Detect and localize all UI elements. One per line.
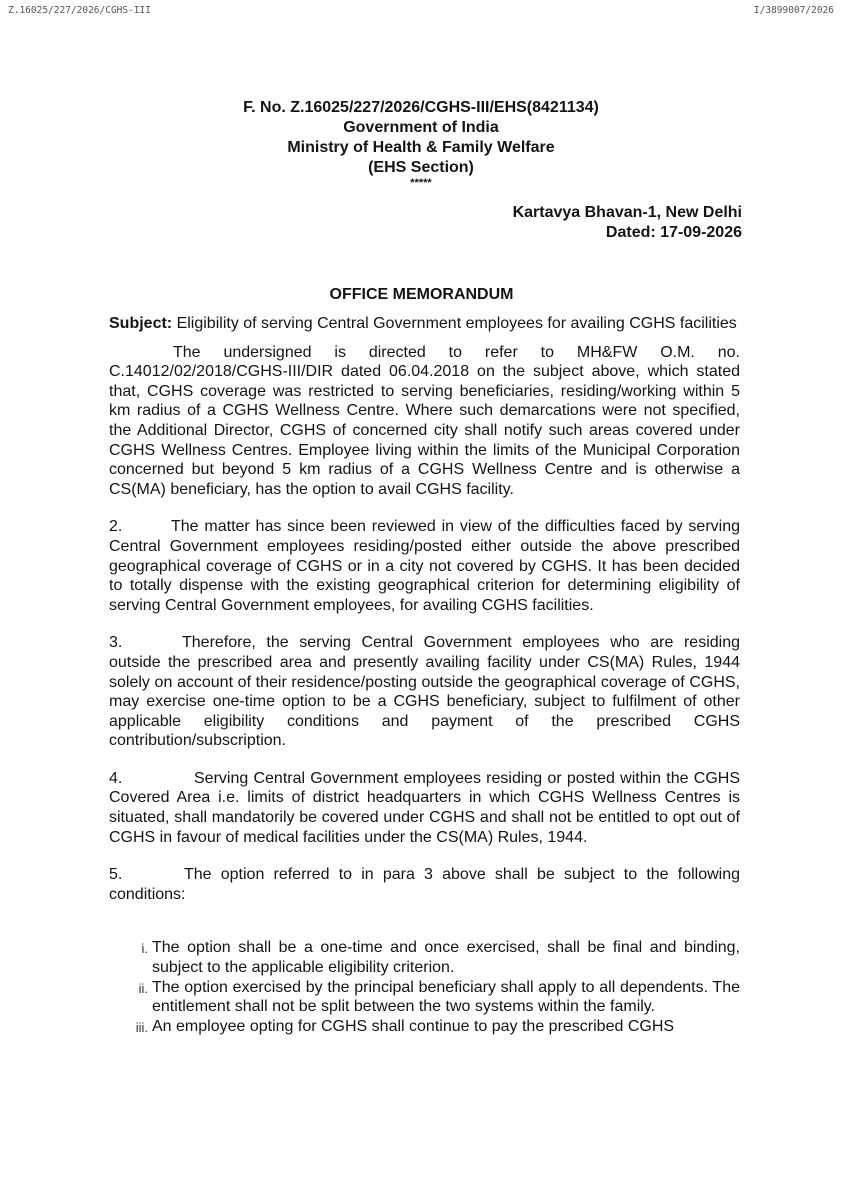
paragraph-number: 3. (109, 634, 123, 652)
paragraph-text: Serving Central Government employees residing or posted within the CGHS Covered Area i.e. limits of district headquarters in which CGHS Wellness Centres is situated, shall mandatorily be covered under CGHS and shall not be entitled to opt out of CGHS in favour of medical facilities under the CS(MA) Rules, 1944. (109, 769, 740, 846)
paragraph-number: 2. (109, 518, 123, 536)
condition-text: The option exercised by the principal beneficiary shall apply to all dependents. The entitlement shall not be split between the two systems within the family. (152, 978, 740, 1016)
government-name: Government of India (343, 119, 499, 136)
paragraph-text: The undersigned is directed to refer to MH&FW O.M. no. C.14012/02/2018/CGHS-III/DIR dated 06.04.2018 on the subject above, which stated that, CGHS coverage was restricted to serving beneficiaries, residing/working within 5 km radius of a CGHS Wellness Centre. Where such demarcations were not specified, the Additional Director, CGHS of concerned city shall notify such areas covered under CGHS Wellness Centres. Employee living within the limits of the Municipal Corporation concerned but beyond 5 km radius of a CGHS Wellness Centre and is otherwise a CS(MA) beneficiary, has the option to avail CGHS facility. (109, 343, 740, 498)
place-and-date (513, 203, 742, 243)
receipt-number: I/3899007/2026 (753, 5, 834, 16)
condition-item (109, 1017, 740, 1037)
date: Dated: 17-09-2026 (605, 224, 742, 241)
subject-text: Eligibility of serving Central Government employees for availing CGHS facilities (172, 315, 737, 332)
paragraph-1 (109, 343, 740, 500)
paragraph-5 (109, 865, 740, 904)
file-number: F. No. Z.16025/227/2026/CGHS-III/EHS(8421134) (243, 99, 599, 116)
condition-text: The option shall be a one-time and once exercised, shall be final and binding, subject to the applicable eligibility criterion. (152, 939, 740, 977)
paragraph-2 (109, 517, 740, 615)
paragraph-number: 4. (109, 769, 123, 787)
conditions-list (109, 938, 740, 1036)
paragraph-number: 5. (109, 866, 123, 884)
document-title (0, 285, 848, 305)
file-reference: Z.16025/227/2026/CGHS-III (8, 5, 151, 16)
condition-number: ii. (138, 980, 148, 996)
ministry-name: Ministry of Health & Family Welfare (287, 139, 555, 156)
subject-label: Subject: (109, 315, 173, 332)
letter-header (0, 98, 848, 188)
paragraph-3 (109, 633, 740, 751)
condition-item (109, 978, 740, 1017)
subject-line (109, 314, 740, 334)
paragraph-text: Therefore, the serving Central Government employees who are residing outside the prescribed area and presently availing facility under CS(MA) Rules, 1944 solely on account of their residence/posting outside the geographical coverage of CGHS, may exercise one-time option to be a CGHS beneficiary, subject to fulfilment of other applicable eligibility conditions and payment of the prescribed CGHS contribution/subscription. (109, 634, 740, 750)
paragraph-4 (109, 769, 740, 847)
condition-text: An employee opting for CGHS shall continue to pay the prescribed CGHS (152, 1017, 675, 1035)
location: Kartavya Bhavan-1, New Delhi (512, 204, 742, 221)
separator-stars: ***** (410, 177, 432, 189)
section-name: (EHS Section) (368, 159, 474, 176)
condition-number: i. (141, 941, 148, 957)
paragraph-text: The option referred to in para 3 above shall be subject to the following conditions: (109, 866, 740, 903)
condition-item (109, 938, 740, 977)
document-reference-bar (0, 3, 848, 19)
condition-number: iii. (135, 1019, 148, 1035)
paragraph-text: The matter has since been reviewed in view of the difficulties faced by serving Central Government employees residing/posted either outside the above prescribed geographical coverage of CGHS or in a city not covered by CGHS. It has been decided to totally dispense with the existing geographical criterion for determining eligibility of serving Central Government employees, for availing CGHS facilities. (109, 518, 740, 614)
memorandum-body (109, 314, 740, 1036)
office-memorandum-title: OFFICE MEMORANDUM (329, 286, 514, 303)
